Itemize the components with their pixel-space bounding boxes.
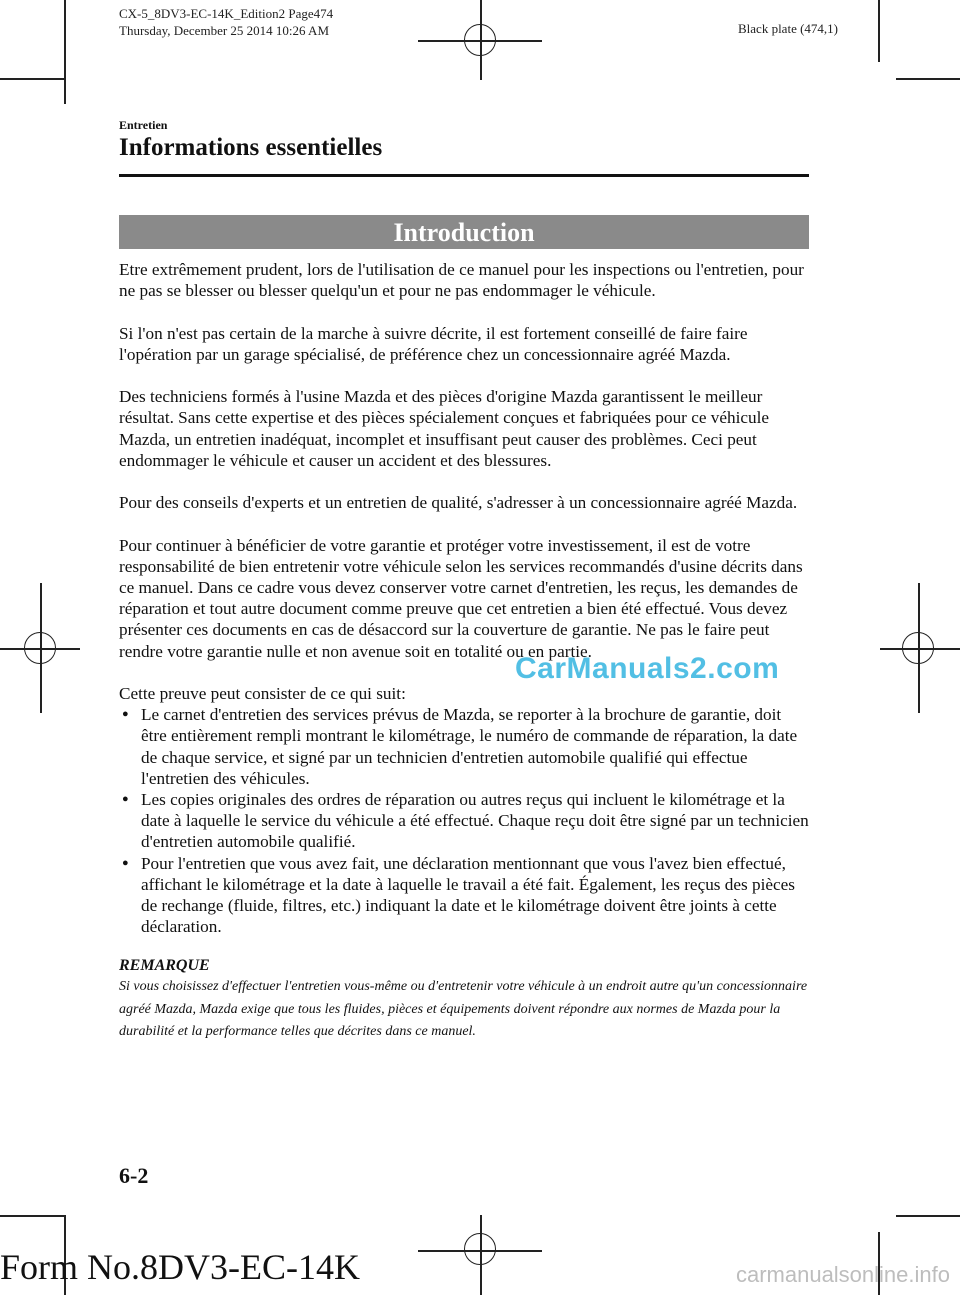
introduction-heading: Introduction xyxy=(119,215,809,249)
title-divider xyxy=(119,174,809,177)
registration-mark-icon xyxy=(902,632,934,664)
crop-mark xyxy=(0,1215,64,1217)
paragraph: Des techniciens formés à l'usine Mazda et des pièces d'origine Mazda garantissent le meilleur résultat. Sans cette expertise et des pièces spécialement conçues et fabriquées pour ce véhicule Mazda, un entretien inadéquat, incomplet et insuffisant peut causer des problèmes. Ceci peut endommager le véhicule et causer un accident et des blessures. xyxy=(119,387,769,470)
print-info-line-2: Thursday, December 25 2014 10:26 AM xyxy=(119,23,330,38)
note-text: Si vous choisissez d'effectuer l'entretien vous-même ou d'entretenir votre véhicule à un endroit autre qu'un concessionnaire agréé Mazda, Mazda exige que tous les fluides, pièces et équipements doivent répondre aux normes de Mazda pour la durabilité et la performance telles que décrites dans ce manuel. xyxy=(119,979,808,1040)
list-item: ● Le carnet d'entretien des services prévus de Mazda, se reporter à la brochure de garantie, doit être entièrement rempli montrant le kilométrage, le numéro de commande de réparation, la date de chaque service, et signé par un technicien d'entretien automobile qualifié qui effectue l'entretien des véhicules. xyxy=(119,704,811,789)
registration-mark-icon xyxy=(464,24,496,56)
crop-mark xyxy=(878,0,880,62)
list-item: ● Les copies originales des ordres de réparation ou autres reçus qui incluent le kilométrage et la date à laquelle le service du véhicule a été effectué. Chaque reçu doit être signé par un technicien d'entretien automobile qualifié. xyxy=(119,789,811,853)
crop-mark xyxy=(896,1215,960,1217)
paragraph: Si l'on n'est pas certain de la marche à suivre décrite, il est fortement conseillé de faire faire l'opération par un garage spécialisé, de préférence chez un concessionnaire agréé Mazda. xyxy=(119,323,748,364)
form-number: Form No.8DV3-EC-14K xyxy=(0,1247,360,1287)
crop-mark xyxy=(896,78,960,80)
paragraph: Pour des conseils d'experts et un entretien de qualité, s'adresser à un concessionnaire agréé Mazda. xyxy=(119,493,798,513)
crop-mark xyxy=(64,0,66,104)
paragraph: Cette preuve peut consister de ce qui suit: xyxy=(119,683,406,703)
paragraph: Pour continuer à bénéficier de votre garantie et protéger votre investissement, il est de votre responsabilité de bien entretenir votre véhicule selon les services recommandés d'usine décrits dans ce manuel. Dans ce cadre vous devez conserver votre carnet d'entretien, les reçus, les demandes de réparation et tout autre document comme preuve que cet entretien a bien été effectué. Vous devez présenter ces documents en cas de désaccord sur la couverture de garantie. Ne pas le faire peut rendre votre garantie nulle et non avenue soit en totalité ou en partie. xyxy=(119,535,803,661)
watermark: CarManuals2.com xyxy=(515,652,780,685)
page-number: 6-2 xyxy=(119,1163,149,1188)
note-title: REMARQUE xyxy=(119,957,210,975)
list-item: ● Pour l'entretien que vous avez fait, une déclaration mentionnant que vous l'avez bien effectué, affichant le kilométrage et la date à laquelle le travail a été fait. Également, les reçus des pièces de rechange (fluide, filtres, etc.) indiquant la date et le kilométrage doivent être joints à cette déclaration. xyxy=(119,853,811,938)
print-info xyxy=(119,5,333,39)
paragraph: Etre extrêmement prudent, lors de l'utilisation de ce manuel pour les inspections ou l'entretien, pour ne pas se blesser ou blesser quelqu'un et pour ne pas endommager le véhicule. xyxy=(119,260,804,301)
site-watermark: carmanualsonline.info xyxy=(735,1262,950,1287)
page-title: Informations essentielles xyxy=(119,134,383,161)
print-info-line-1: CX-5_8DV3-EC-14K_Edition2 Page474 xyxy=(119,6,334,21)
crop-mark xyxy=(0,78,64,80)
proof-list xyxy=(119,704,811,937)
registration-mark-icon xyxy=(464,1233,496,1265)
registration-mark-icon xyxy=(24,632,56,664)
section-label: Entretien xyxy=(119,118,168,132)
plate-label: Black plate (474,1) xyxy=(738,21,838,36)
